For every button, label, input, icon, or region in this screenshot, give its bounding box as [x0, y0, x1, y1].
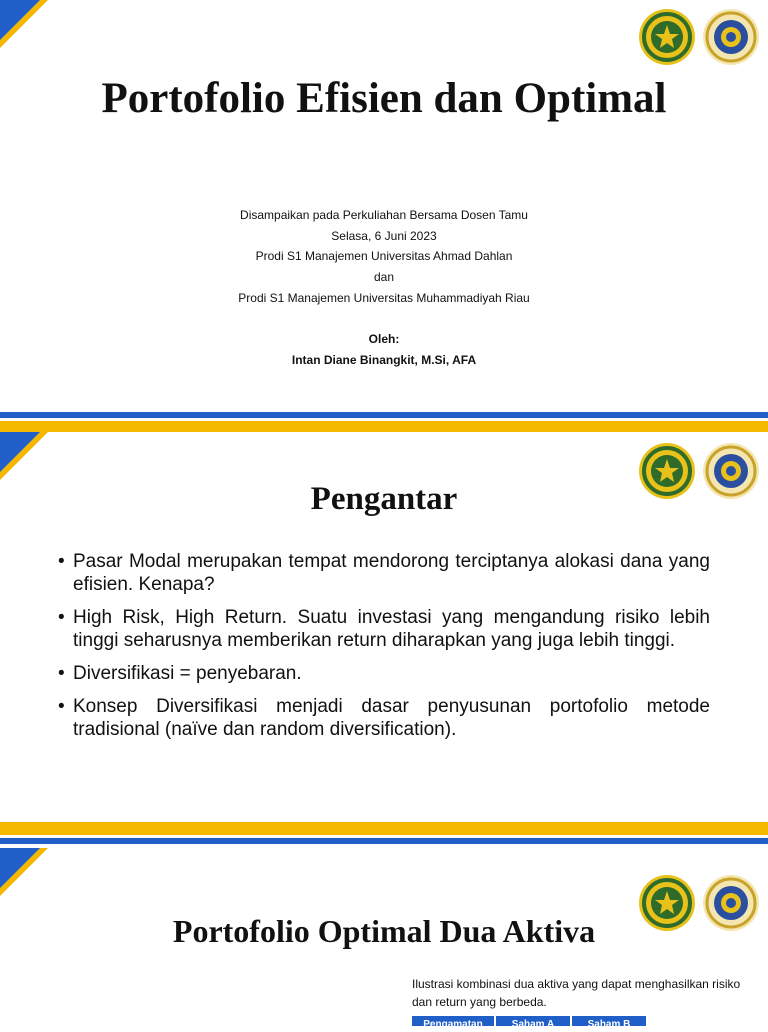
umri-seal-logo-icon: [638, 8, 696, 66]
two-asset-slide: [0, 848, 768, 1030]
university-logos: [638, 8, 762, 68]
title-slide: [0, 0, 768, 412]
author-name: Intan Diane Binangkit, M.Si, AFA: [291, 352, 477, 367]
illustration-caption: Ilustrasi kombinasi dua aktiva yang dapat menghasilkan risiko dan return yang berbeda.: [412, 977, 741, 1009]
slide-title: Pengantar: [310, 481, 458, 517]
intro-slide: [0, 432, 768, 818]
blank-line: [0, 308, 768, 329]
slide-title: Portofolio Efisien dan Optimal: [101, 75, 667, 122]
event-line: Disampaikan pada Perkuliahan Bersama Dosen Tamu: [240, 208, 528, 222]
bullet-list: [58, 550, 710, 751]
bullet-item: • Pasar Modal merupakan tempat mendorong terciptanya alokasi dana yang efisien. Kenapa?: [58, 550, 710, 596]
slide-title: Portofolio Optimal Dua Aktiva: [172, 913, 596, 949]
prodi-umri-line: Prodi S1 Manajemen Universitas Muhammadiyah Riau: [238, 290, 530, 305]
date-line: Selasa, 6 Juni 2023: [331, 228, 437, 243]
presentation-details: [0, 205, 768, 371]
author-label: Oleh:: [368, 332, 400, 347]
bullet-item: • High Risk, High Return. Suatu investasi yang mengandung risiko lebih tinggi seharusnya memberikan return diharapkan yang juga lebih tinggi.: [58, 606, 710, 652]
slide-separator-gold: [0, 421, 768, 432]
slide-separator-gold: [0, 822, 768, 835]
prodi-uad-line: Prodi S1 Manajemen Universitas Ahmad Dahlan: [255, 249, 513, 264]
slide-separator-blue: [0, 838, 768, 844]
header-observation: Pengamatan: [412, 1016, 496, 1026]
header-stock-b: Saham B: [572, 1016, 648, 1026]
bullet-item: • Konsep Diversifikasi menjadi dasar penyusunan portofolio metode tradisional (naïve dan random diversification).: [58, 695, 710, 741]
conjunction-line: dan: [373, 270, 395, 285]
uad-seal-logo-icon: [702, 8, 760, 66]
header-stock-a: Saham A: [496, 1016, 572, 1026]
bullet-item: • Diversifikasi = penyebaran.: [58, 662, 710, 685]
returns-table-header: [412, 1016, 648, 1030]
